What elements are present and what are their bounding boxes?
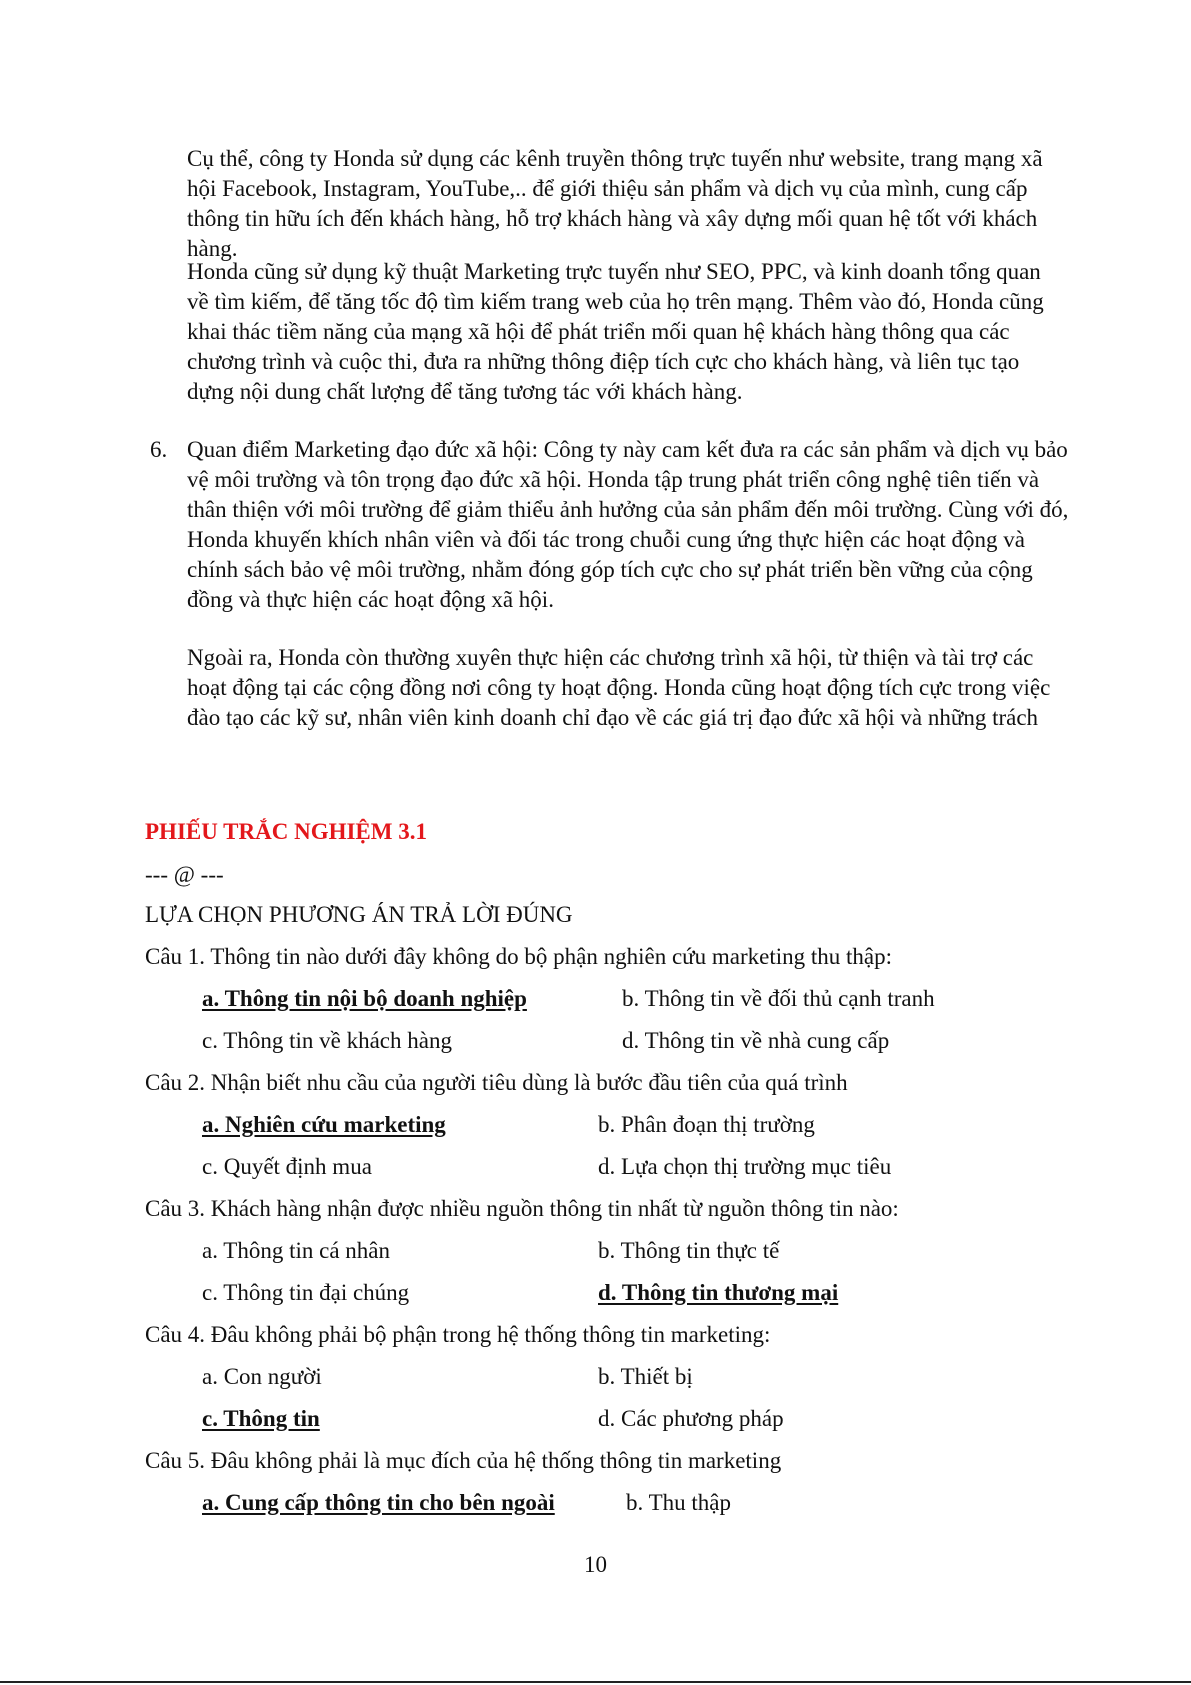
- question-5-option-a-correct: a. Cung cấp thông tin cho bên ngoài: [202, 1490, 555, 1515]
- question-2-option-b: b. Phân đoạn thị trường: [598, 1112, 815, 1137]
- paragraph-honda-seo: Honda cũng sử dụng kỹ thuật Marketing trực tuyến như SEO, PPC, và kinh doanh tổng quan về tìm kiếm, để tăng tốc độ tìm kiếm trang web của họ trên mạng. Thêm vào đó, Honda cũng khai thác tiềm năng của mạng xã hội để phát triển mối quan hệ khách hàng thông qua các chương trình và cuộc thi, đưa ra những thông điệp tích cực cho khách hàng, và liên tục tạo dựng nội dung chất lượng để tăng tương tác với khách hàng.: [187, 259, 1044, 404]
- question-1: Câu 1. Thông tin nào dưới đây không do bộ phận nghiên cứu marketing thu thập:: [145, 944, 893, 969]
- question-2-option-a-correct: a. Nghiên cứu marketing: [202, 1112, 446, 1137]
- question-1-option-b: b. Thông tin về đối thủ cạnh tranh: [622, 986, 935, 1011]
- paragraph-honda-online-channels: Cụ thể, công ty Honda sử dụng các kênh truyền thông trực tuyến như website, trang mạng xã hội Facebook, Instagram, YouTube,.. để giới thiệu sản phẩm và dịch vụ của mình, cung cấp thông tin hữu ích đến khách hàng, hỗ trợ khách hàng và xây dựng mối quan hệ tốt với khách hàng.: [187, 146, 1043, 261]
- question-1-option-a-correct: a. Thông tin nội bộ doanh nghiệp: [202, 986, 527, 1011]
- quiz-heading: PHIẾU TRẮC NGHIỆM 3.1: [145, 819, 427, 844]
- footer-rule: [0, 1681, 1191, 1683]
- question-3-option-c: c. Thông tin đại chúng: [202, 1280, 410, 1305]
- question-3-option-d-correct: d. Thông tin thương mại: [598, 1280, 839, 1305]
- question-4-option-b: b. Thiết bị: [598, 1364, 693, 1389]
- question-5: Câu 5. Đâu không phải là mục đích của hệ thống thông tin marketing: [145, 1448, 782, 1473]
- question-3-option-b: b. Thông tin thực tế: [598, 1238, 780, 1263]
- question-1-option-c: c. Thông tin về khách hàng: [202, 1028, 452, 1053]
- question-2-option-d: d. Lựa chọn thị trường mục tiêu: [598, 1154, 892, 1179]
- quiz-separator: --- @ ---: [145, 862, 224, 887]
- list-item-text: Quan điểm Marketing đạo đức xã hội: Công ty này cam kết đưa ra các sản phẩm và dịch vụ bảo vệ môi trường và tôn trọng đạo đức xã hội. Honda tập trung phát triển công nghệ tiên tiến và thân thiện với môi trường để giảm thiểu ảnh hưởng của sản phẩm đến môi trường. Cùng với đó, Honda khuyến khích nhân viên và đối tác trong chuỗi cung ứng thực hiện các hoạt động và chính sách bảo vệ môi trường, nhằm đóng góp tích cực cho sự phát triển bền vững của cộng đồng và thực hiện các hoạt động xã hội.: [187, 437, 1069, 612]
- question-4-option-a: a. Con người: [202, 1364, 322, 1389]
- question-3-option-a: a. Thông tin cá nhân: [202, 1238, 390, 1263]
- question-2-option-c: c. Quyết định mua: [202, 1154, 372, 1179]
- question-4: Câu 4. Đâu không phải bộ phận trong hệ thống thông tin marketing:: [145, 1322, 771, 1347]
- question-2: Câu 2. Nhận biết nhu cầu của người tiêu dùng là bước đầu tiên của quá trình: [145, 1070, 848, 1095]
- list-item-6: [150, 435, 1070, 615]
- question-4-option-d: d. Các phương pháp: [598, 1406, 784, 1431]
- question-5-option-b: b. Thu thập: [626, 1490, 731, 1515]
- list-item-number: 6.: [150, 437, 168, 462]
- question-4-option-c-correct: c. Thông tin: [202, 1406, 320, 1431]
- paragraph-honda-social: Ngoài ra, Honda còn thường xuyên thực hiện các chương trình xã hội, từ thiện và tài trợ các hoạt động tại các cộng đồng nơi công ty hoạt động. Honda cũng hoạt động tích cực trong việc đào tạo các kỹ sư, nhân viên kinh doanh chỉ đạo về các giá trị đạo đức xã hội và những trách: [187, 645, 1051, 730]
- quiz-instruction: LỰA CHỌN PHƯƠNG ÁN TRẢ LỜI ĐÚNG: [145, 902, 573, 927]
- page-number: 10: [584, 1552, 607, 1577]
- question-3: Câu 3. Khách hàng nhận được nhiều nguồn thông tin nhất từ nguồn thông tin nào:: [145, 1196, 899, 1221]
- question-1-option-d: d. Thông tin về nhà cung cấp: [622, 1028, 890, 1053]
